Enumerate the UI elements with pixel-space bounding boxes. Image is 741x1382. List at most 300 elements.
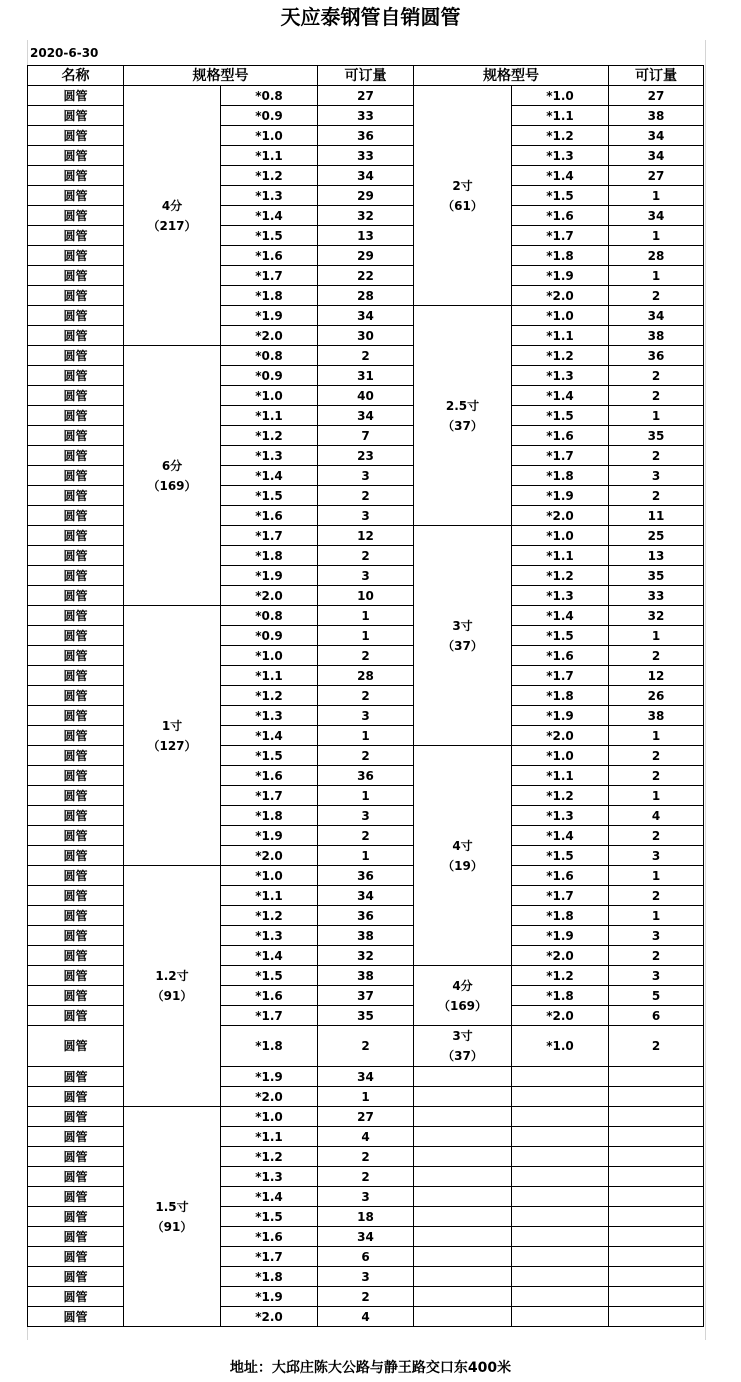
size-total: （91） (151, 1219, 193, 1234)
left-spec: *1.8 (221, 1026, 318, 1067)
right-empty-size (414, 1127, 512, 1147)
right-qty: 36 (609, 346, 704, 366)
right-spec: *1.2 (512, 786, 609, 806)
right-empty-spec (512, 1287, 609, 1307)
row-name: 圆管 (28, 126, 124, 146)
right-qty: 1 (609, 726, 704, 746)
right-empty-spec (512, 1127, 609, 1147)
row-name: 圆管 (28, 306, 124, 326)
row-name: 圆管 (28, 1227, 124, 1247)
right-size-group (414, 86, 512, 306)
right-empty-qty (609, 1267, 704, 1287)
right-spec: *1.8 (512, 906, 609, 926)
row-name: 圆管 (28, 466, 124, 486)
right-qty: 34 (609, 206, 704, 226)
row-name: 圆管 (28, 246, 124, 266)
size-label: 6分 (161, 458, 183, 473)
left-qty: 23 (318, 446, 414, 466)
right-empty-qty (609, 1147, 704, 1167)
size-total: （127） (147, 738, 197, 753)
left-spec: *1.6 (221, 986, 318, 1006)
row-name: 圆管 (28, 666, 124, 686)
right-qty: 28 (609, 246, 704, 266)
row-name: 圆管 (28, 1267, 124, 1287)
size-label: 4分 (161, 198, 183, 213)
right-spec: *1.0 (512, 306, 609, 326)
row-name: 圆管 (28, 966, 124, 986)
left-qty: 4 (318, 1307, 414, 1327)
right-empty-spec (512, 1167, 609, 1187)
left-spec: *1.1 (221, 1127, 318, 1147)
size-label: 1寸 (161, 718, 183, 733)
right-spec: *2.0 (512, 506, 609, 526)
left-qty: 1 (318, 726, 414, 746)
right-spec: *1.5 (512, 626, 609, 646)
left-spec: *1.8 (221, 806, 318, 826)
size-label: 1.5寸 (155, 1199, 189, 1214)
row-name: 圆管 (28, 806, 124, 826)
right-qty: 3 (609, 966, 704, 986)
right-empty-qty (609, 1067, 704, 1087)
left-spec: *1.8 (221, 1267, 318, 1287)
row-name: 圆管 (28, 426, 124, 446)
left-spec: *2.0 (221, 326, 318, 346)
row-name: 圆管 (28, 226, 124, 246)
row-name: 圆管 (28, 546, 124, 566)
right-spec: *1.4 (512, 606, 609, 626)
left-qty: 32 (318, 206, 414, 226)
right-spec: *1.0 (512, 86, 609, 106)
report-date: 2020-6-30 (30, 46, 99, 60)
right-spec: *1.4 (512, 826, 609, 846)
row-name: 圆管 (28, 406, 124, 426)
right-spec: *1.9 (512, 266, 609, 286)
right-empty-size (414, 1167, 512, 1187)
right-qty: 2 (609, 766, 704, 786)
row-name: 圆管 (28, 186, 124, 206)
right-spec: *1.7 (512, 886, 609, 906)
left-qty: 36 (318, 906, 414, 926)
right-spec: *1.1 (512, 106, 609, 126)
row-name: 圆管 (28, 886, 124, 906)
right-spec: *1.4 (512, 166, 609, 186)
row-name: 圆管 (28, 646, 124, 666)
size-total: （37） (442, 638, 483, 653)
right-qty: 5 (609, 986, 704, 1006)
size-label: 3寸 (452, 618, 473, 633)
inventory-table (27, 65, 704, 1327)
header-spec-right: 规格型号 (414, 66, 609, 86)
left-spec: *1.0 (221, 866, 318, 886)
right-spec: *1.3 (512, 586, 609, 606)
right-qty: 38 (609, 326, 704, 346)
right-spec: *1.3 (512, 806, 609, 826)
right-spec: *1.7 (512, 226, 609, 246)
right-qty: 2 (609, 826, 704, 846)
right-qty: 2 (609, 286, 704, 306)
header-row (28, 66, 704, 86)
left-spec: *1.7 (221, 266, 318, 286)
right-empty-size (414, 1227, 512, 1247)
header-qty-right: 可订量 (609, 66, 704, 86)
right-spec: *1.6 (512, 646, 609, 666)
left-qty: 40 (318, 386, 414, 406)
right-qty: 3 (609, 926, 704, 946)
right-spec: *1.1 (512, 326, 609, 346)
size-total: （169） (147, 478, 197, 493)
size-label: 4寸 (452, 838, 473, 853)
left-spec: *1.7 (221, 1006, 318, 1026)
right-size-group (414, 526, 512, 746)
right-empty-size (414, 1187, 512, 1207)
left-spec: *1.6 (221, 246, 318, 266)
right-qty: 2 (609, 386, 704, 406)
left-spec: *0.9 (221, 106, 318, 126)
row-name: 圆管 (28, 726, 124, 746)
left-spec: *1.5 (221, 1207, 318, 1227)
right-spec: *1.3 (512, 366, 609, 386)
right-empty-size (414, 1107, 512, 1127)
left-spec: *1.4 (221, 946, 318, 966)
left-spec: *1.3 (221, 1167, 318, 1187)
left-spec: *1.4 (221, 726, 318, 746)
row-name: 圆管 (28, 1006, 124, 1026)
row-name: 圆管 (28, 326, 124, 346)
left-qty: 1 (318, 626, 414, 646)
left-qty: 18 (318, 1207, 414, 1227)
size-total: （37） (442, 1049, 483, 1063)
right-qty: 2 (609, 946, 704, 966)
left-spec: *1.9 (221, 306, 318, 326)
right-qty: 1 (609, 906, 704, 926)
row-name: 圆管 (28, 786, 124, 806)
right-spec: *1.5 (512, 406, 609, 426)
left-qty: 1 (318, 846, 414, 866)
row-name: 圆管 (28, 386, 124, 406)
row-name: 圆管 (28, 286, 124, 306)
left-qty: 2 (318, 826, 414, 846)
right-spec: *2.0 (512, 726, 609, 746)
left-qty: 36 (318, 126, 414, 146)
right-empty-size (414, 1087, 512, 1107)
left-qty: 3 (318, 1187, 414, 1207)
right-empty-spec (512, 1267, 609, 1287)
left-spec: *1.8 (221, 546, 318, 566)
size-total: （61） (442, 198, 483, 213)
right-size-group (414, 306, 512, 526)
left-size-group (124, 866, 221, 1107)
row-name: 圆管 (28, 486, 124, 506)
right-spec: *1.6 (512, 866, 609, 886)
left-qty: 34 (318, 406, 414, 426)
left-qty: 38 (318, 926, 414, 946)
left-spec: *1.4 (221, 206, 318, 226)
size-label: 1.2寸 (155, 969, 189, 983)
right-empty-qty (609, 1167, 704, 1187)
left-spec: *1.7 (221, 1247, 318, 1267)
left-qty: 3 (318, 1267, 414, 1287)
right-qty: 2 (609, 886, 704, 906)
left-qty: 6 (318, 1247, 414, 1267)
right-size-group (414, 966, 512, 1026)
right-spec: *1.0 (512, 746, 609, 766)
left-qty: 33 (318, 146, 414, 166)
right-qty: 34 (609, 306, 704, 326)
row-name: 圆管 (28, 706, 124, 726)
right-spec: *2.0 (512, 286, 609, 306)
left-qty: 3 (318, 706, 414, 726)
right-qty: 38 (609, 106, 704, 126)
left-qty: 2 (318, 1147, 414, 1167)
row-name: 圆管 (28, 826, 124, 846)
right-empty-qty (609, 1127, 704, 1147)
left-qty: 3 (318, 806, 414, 826)
left-qty: 1 (318, 1087, 414, 1107)
left-qty: 2 (318, 346, 414, 366)
row-name: 圆管 (28, 626, 124, 646)
left-spec: *1.2 (221, 426, 318, 446)
left-spec: *1.0 (221, 126, 318, 146)
left-qty: 37 (318, 986, 414, 1006)
row-name: 圆管 (28, 526, 124, 546)
right-qty: 38 (609, 706, 704, 726)
left-qty: 34 (318, 1067, 414, 1087)
right-empty-spec (512, 1247, 609, 1267)
table-row (28, 86, 704, 106)
left-qty: 27 (318, 86, 414, 106)
row-name: 圆管 (28, 1167, 124, 1187)
left-spec: *1.9 (221, 566, 318, 586)
right-spec: *1.2 (512, 966, 609, 986)
right-empty-spec (512, 1227, 609, 1247)
right-qty: 26 (609, 686, 704, 706)
right-spec: *2.0 (512, 946, 609, 966)
left-size-group (124, 1107, 221, 1327)
left-spec: *1.1 (221, 146, 318, 166)
size-total: （169） (437, 998, 488, 1013)
left-qty: 31 (318, 366, 414, 386)
row-name: 圆管 (28, 1287, 124, 1307)
left-spec: *1.0 (221, 386, 318, 406)
right-qty: 2 (609, 1026, 704, 1067)
left-qty: 13 (318, 226, 414, 246)
size-total: （37） (442, 418, 483, 433)
right-empty-qty (609, 1227, 704, 1247)
right-qty: 2 (609, 646, 704, 666)
right-spec: *1.3 (512, 146, 609, 166)
right-qty: 1 (609, 866, 704, 886)
left-qty: 34 (318, 306, 414, 326)
left-spec: *1.6 (221, 1227, 318, 1247)
left-spec: *1.9 (221, 1287, 318, 1307)
left-qty: 33 (318, 106, 414, 126)
left-qty: 38 (318, 966, 414, 986)
header-name: 名称 (28, 66, 124, 86)
left-spec: *0.9 (221, 366, 318, 386)
right-qty: 2 (609, 746, 704, 766)
left-spec: *2.0 (221, 1307, 318, 1327)
right-empty-qty (609, 1207, 704, 1227)
right-empty-spec (512, 1307, 609, 1327)
left-spec: *1.2 (221, 686, 318, 706)
left-spec: *1.3 (221, 186, 318, 206)
right-qty: 1 (609, 786, 704, 806)
left-spec: *1.9 (221, 1067, 318, 1087)
right-empty-spec (512, 1207, 609, 1227)
row-name: 圆管 (28, 346, 124, 366)
right-spec: *1.8 (512, 686, 609, 706)
right-qty: 35 (609, 566, 704, 586)
row-name: 圆管 (28, 1026, 124, 1067)
row-name: 圆管 (28, 766, 124, 786)
left-spec: *1.4 (221, 466, 318, 486)
size-label: 2寸 (452, 178, 473, 193)
left-qty: 1 (318, 606, 414, 626)
right-spec: *1.0 (512, 1026, 609, 1067)
right-qty: 25 (609, 526, 704, 546)
right-qty: 2 (609, 366, 704, 386)
left-spec: *1.5 (221, 966, 318, 986)
right-spec: *1.5 (512, 846, 609, 866)
row-name: 圆管 (28, 86, 124, 106)
left-spec: *1.1 (221, 406, 318, 426)
right-qty: 2 (609, 486, 704, 506)
right-spec: *1.8 (512, 986, 609, 1006)
sheet-gridline-right (705, 40, 706, 1340)
right-qty: 3 (609, 466, 704, 486)
right-spec: *1.7 (512, 666, 609, 686)
left-qty: 1 (318, 786, 414, 806)
row-name: 圆管 (28, 986, 124, 1006)
left-spec: *0.9 (221, 626, 318, 646)
left-qty: 28 (318, 666, 414, 686)
row-name: 圆管 (28, 1067, 124, 1087)
right-spec: *1.8 (512, 466, 609, 486)
left-spec: *1.3 (221, 446, 318, 466)
left-qty: 34 (318, 886, 414, 906)
row-name: 圆管 (28, 1147, 124, 1167)
right-spec: *2.0 (512, 1006, 609, 1026)
left-qty: 2 (318, 686, 414, 706)
left-spec: *1.5 (221, 226, 318, 246)
row-name: 圆管 (28, 1187, 124, 1207)
left-spec: *1.1 (221, 886, 318, 906)
left-qty: 10 (318, 586, 414, 606)
row-name: 圆管 (28, 1087, 124, 1107)
right-qty: 2 (609, 446, 704, 466)
right-spec: *1.0 (512, 526, 609, 546)
row-name: 圆管 (28, 946, 124, 966)
right-empty-size (414, 1147, 512, 1167)
row-name: 圆管 (28, 146, 124, 166)
left-qty: 4 (318, 1127, 414, 1147)
left-spec: *1.6 (221, 506, 318, 526)
left-qty: 34 (318, 1227, 414, 1247)
right-qty: 13 (609, 546, 704, 566)
left-spec: *1.2 (221, 166, 318, 186)
left-qty: 35 (318, 1006, 414, 1026)
table-row (28, 1107, 704, 1127)
right-empty-spec (512, 1067, 609, 1087)
right-empty-size (414, 1307, 512, 1327)
left-spec: *0.8 (221, 86, 318, 106)
left-qty: 2 (318, 486, 414, 506)
right-qty: 11 (609, 506, 704, 526)
row-name: 圆管 (28, 566, 124, 586)
row-name: 圆管 (28, 866, 124, 886)
table-row (28, 866, 704, 886)
left-qty: 32 (318, 946, 414, 966)
right-spec: *1.9 (512, 706, 609, 726)
header-qty-left: 可订量 (318, 66, 414, 86)
right-spec: *1.9 (512, 486, 609, 506)
right-spec: *1.1 (512, 766, 609, 786)
right-spec: *1.2 (512, 566, 609, 586)
table-row (28, 606, 704, 626)
left-size-group (124, 86, 221, 346)
right-qty: 1 (609, 186, 704, 206)
right-empty-qty (609, 1247, 704, 1267)
left-spec: *1.2 (221, 1147, 318, 1167)
left-spec: *1.7 (221, 786, 318, 806)
left-spec: *1.6 (221, 766, 318, 786)
right-empty-qty (609, 1107, 704, 1127)
right-spec: *1.8 (512, 246, 609, 266)
row-name: 圆管 (28, 206, 124, 226)
right-empty-spec (512, 1147, 609, 1167)
left-qty: 2 (318, 1287, 414, 1307)
size-label: 3寸 (452, 1029, 473, 1043)
right-spec: *1.5 (512, 186, 609, 206)
left-spec: *1.9 (221, 826, 318, 846)
left-spec: *1.1 (221, 666, 318, 686)
right-empty-size (414, 1207, 512, 1227)
left-qty: 36 (318, 866, 414, 886)
right-empty-size (414, 1067, 512, 1087)
left-spec: *2.0 (221, 1087, 318, 1107)
left-qty: 27 (318, 1107, 414, 1127)
right-empty-qty (609, 1307, 704, 1327)
right-qty: 4 (609, 806, 704, 826)
left-qty: 36 (318, 766, 414, 786)
left-qty: 2 (318, 546, 414, 566)
right-qty: 12 (609, 666, 704, 686)
right-spec: *1.6 (512, 426, 609, 446)
left-qty: 3 (318, 506, 414, 526)
size-label: 4分 (452, 978, 473, 993)
right-qty: 35 (609, 426, 704, 446)
right-empty-size (414, 1247, 512, 1267)
row-name: 圆管 (28, 746, 124, 766)
left-spec: *1.2 (221, 906, 318, 926)
left-spec: *1.3 (221, 926, 318, 946)
row-name: 圆管 (28, 1207, 124, 1227)
left-spec: *1.5 (221, 746, 318, 766)
row-name: 圆管 (28, 366, 124, 386)
row-name: 圆管 (28, 1307, 124, 1327)
right-size-group (414, 746, 512, 966)
right-empty-spec (512, 1107, 609, 1127)
left-spec: *1.8 (221, 286, 318, 306)
right-spec: *1.6 (512, 206, 609, 226)
address-footer: 地址：大邱庄陈大公路与静王路交口东400米 (229, 1360, 512, 1376)
left-size-group (124, 346, 221, 606)
left-qty: 30 (318, 326, 414, 346)
left-qty: 7 (318, 426, 414, 446)
left-qty: 2 (318, 1026, 414, 1067)
right-spec: *1.2 (512, 346, 609, 366)
left-spec: *1.7 (221, 526, 318, 546)
